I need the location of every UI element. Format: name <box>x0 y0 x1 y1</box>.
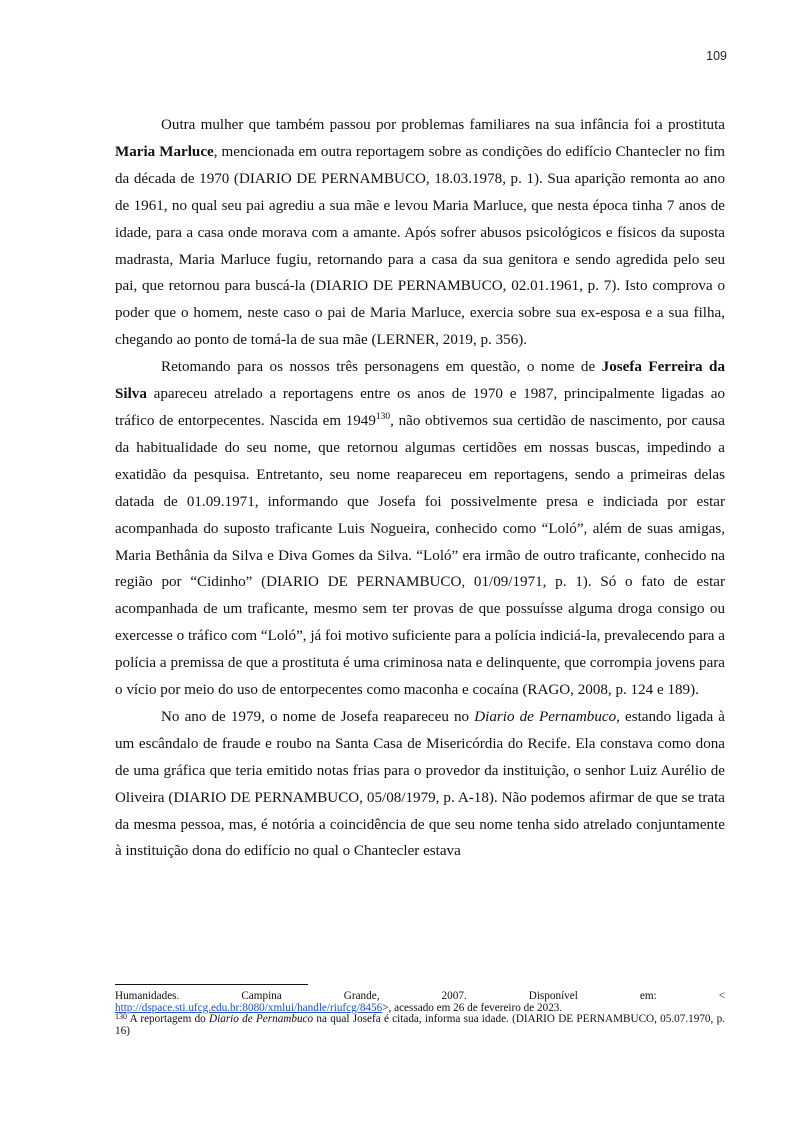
paragraph-2-text-middle: apareceu atrelado a reportagens entre os anos de 1970 e 1987, principalmente ligadas ao tráfico de entorpecentes. Nascida em 1949 <box>115 386 725 429</box>
footnote-access-date: >, acessado em 26 de fevereiro de 2023. <box>382 1001 563 1014</box>
footnotes <box>115 991 725 1037</box>
newspaper-title: Diario de Pernambuco <box>474 708 617 725</box>
footnote-130-newspaper-title: Diario de Pernambuco <box>209 1013 314 1025</box>
footnote-separator <box>115 984 308 985</box>
paragraph-2 <box>115 354 725 704</box>
paragraph-1 <box>115 112 725 354</box>
paragraph-2-text-end: , não obtivemos sua certidão de nascimento, por causa da habitualidade do seu nome, que retornou algumas certidões em nossas buscas, impedindo a exatidão da pesquisa. Entretanto, seu nome reapareceu em reportagens, sendo a primeiras delas datada de 01.09.1971, informando que Josefa foi possivelmente presa e indiciada por estar acompanhada do suposto traficante Luis Nogueira, conhecido como “Loló”, além de suas amigas, Maria Bethânia da Silva e Diva Gomes da Silva. “Loló” era irmão de outro traficante, conhecido na região por “Cidinho” (DIARIO DE PERNAMBUCO, 01/09/1971, p. 1). Só o fato de estar acompanhada de um traficante, mesmo sem ter provas de que possuísse alguma droga consigo ou exercesse o tráfico com “Loló”, já foi motivo suficiente para a polícia indiciá-la, prevalecendo para a polícia a premissa de que a prostituta é uma criminosa nata e delinquente, que corrompia jovens para o vício por meio do uso de entorpecentes como maconha e cocaína (RAGO, 2008, p. 124 e 189). <box>115 412 725 699</box>
footnote-130-text-start: A reportagem do <box>127 1013 210 1025</box>
paragraph-1-text-end: , mencionada em outra reportagem sobre as condições do edifício Chantecler no fim da década de 1970 (DIARIO DE PERNAMBUCO, 18.03.1978, p. 1). Sua aparição remonta ao ano de 1961, no qual seu pai agrediu a sua mãe e levou Maria Marluce, que nesta época tinha 7 anos de idade, para a casa onde morava com a amante. Após sofrer abusos psicológicos e físicos da suposta madrasta, Maria Marluce fugiu, retornando para a casa da sua genitora e sendo agredida pelo seu pai, que retornou para buscá-la (DIARIO DE PERNAMBUCO, 02.01.1961, p. 7). Isto comprova o poder que o homem, neste caso o pai de Maria Marluce, exercia sobre sua ex-esposa e a sua filha, chegando ao ponto de tomá-la de sua mãe (LERNER, 2019, p. 356). <box>115 143 725 349</box>
paragraph-3-text-start: No ano de 1979, o nome de Josefa reapareceu no <box>161 708 475 725</box>
paragraph-1-text-start: Outra mulher que também passou por problemas familiares na sua infância foi a prostituta <box>161 117 725 133</box>
paragraph-3 <box>115 704 725 865</box>
page-number: 109 <box>706 49 727 63</box>
footnote-ref-130[interactable]: 130 <box>375 411 391 422</box>
name-josefa-ferreira-da-silva: Josefa Ferreira da Silva <box>115 359 725 403</box>
paragraph-3-text-end: , estando ligada à um escândalo de fraude e roubo na Santa Casa de Misericórdia do Recife. Ela constava como dona de uma gráfica que teria emitido notas frias para o provedor da instituição, o senhor Luiz Aurélio de Oliveira (DIARIO DE PERNAMBUCO, 05/08/1979, p. A-18). Não podemos afirmar de que se trata da mesma pessoa, mas, é notória a coincidência de que seu nome tenha sido atrelado conjuntamente à instituição dona do edifício no qual o Chantecler estava <box>115 708 725 860</box>
footnote-130-text-end: na qual Josefa é citada, informa sua idade. (DIARIO DE PERNAMBUCO, 05.07.1970, p. 16) <box>115 1013 725 1037</box>
dspace-link[interactable]: http://dspace.sti.ufcg.edu.br:8080/xmlui/handle/riufcg/8456 <box>115 1001 383 1014</box>
footnote-130-number: 130 <box>115 1012 127 1021</box>
name-maria-marluce: Maria Marluce <box>115 143 214 160</box>
body-text <box>115 112 725 865</box>
paragraph-2-text-start: Retomando para os nossos três personagens em questão, o nome de <box>161 359 602 376</box>
footnote-130 <box>115 1014 725 1037</box>
footnote-continuation: Humanidades. Campina Grande, 2007. Disponível em: < <box>115 990 725 1002</box>
